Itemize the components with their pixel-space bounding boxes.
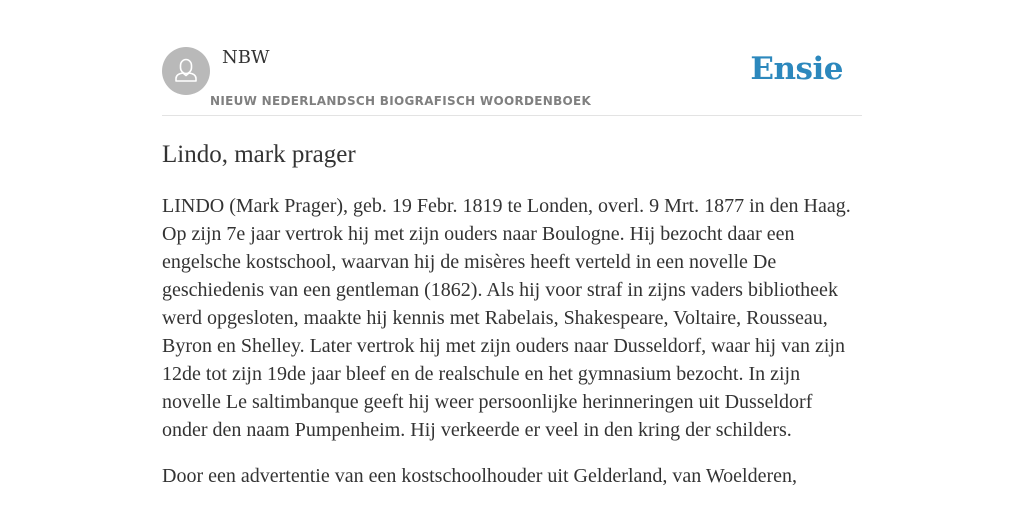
article-title: Lindo, mark prager	[162, 141, 356, 168]
author-name[interactable]: NBW	[222, 47, 270, 68]
person-icon	[162, 47, 210, 95]
article-header	[162, 0, 862, 116]
article-paragraph: LINDO (Mark Prager), geb. 19 Febr. 1819 te Londen, overl. 9 Mrt. 1877 in den Haag. Op zijn 7e jaar vertrok hij met zijn ouders naar Boulogne. Hij bezocht daar een engelsche kostschool, waarvan hij de misères heeft verteld in een novelle De geschiedenis van een gentleman (1862). Als hij voor straf in zijns vaders bibliotheek werd opgesloten, maakte hij kennis met Rabelais, Shakespeare, Voltaire, Rousseau, Byron en Shelley. Later vertrok hij met zijn ouders naar Dusseldorf, waar hij van zijn 12de tot zijn 19de jaar bleef en de realschule en het gymnasium bezocht. In zijn novelle Le saltimbanque geeft hij weer persoonlijke herinneringen uit Dusseldorf onder den naam Pumpenheim. Hij verkeerde er veel in den kring der schilders.	[162, 195, 851, 441]
article-paragraph: Door een advertentie van een kostschoolhouder uit Gelderland, van Woelderen,	[162, 465, 798, 487]
author-avatar[interactable]	[162, 47, 210, 95]
ensie-logo[interactable]: Ensie	[750, 51, 843, 87]
content-container	[162, 0, 862, 490]
publication-subtitle: NIEUW NEDERLANDSCH BIOGRAFISCH WOORDENBOEK	[210, 94, 592, 108]
